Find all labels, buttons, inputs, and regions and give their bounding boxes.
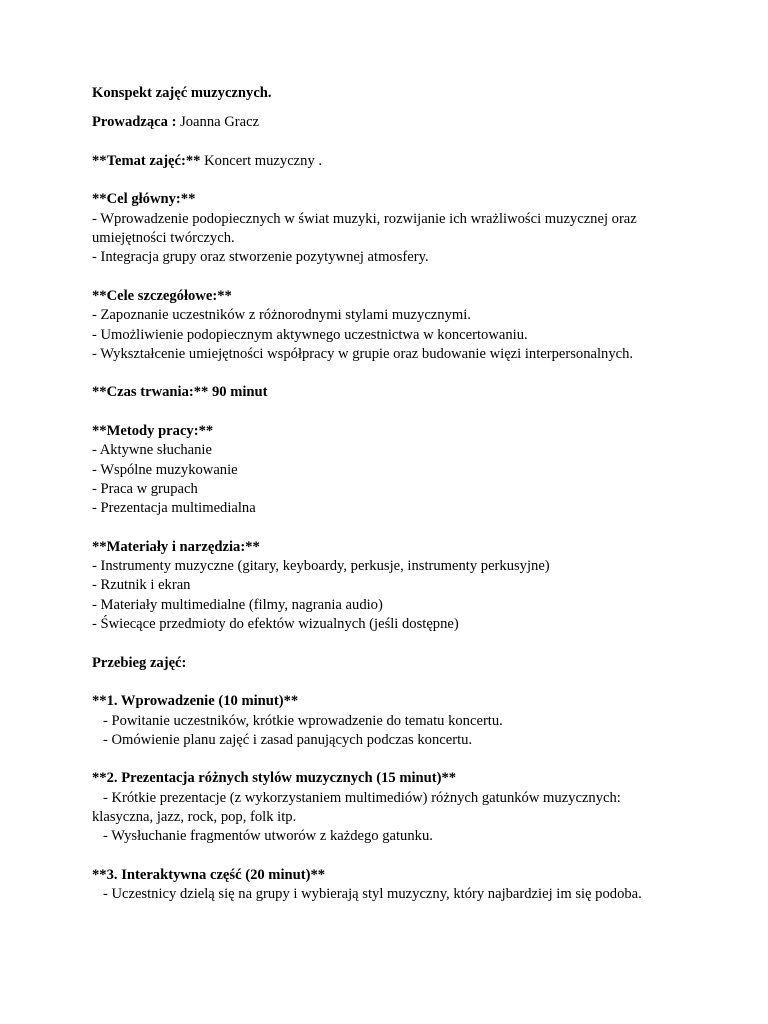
detailed-goal-item: - Umożliwienie podopiecznym aktywnego uczestnictwa w koncertowaniu. <box>92 326 528 343</box>
document-page <box>92 84 682 904</box>
main-goal-item: - Integracja grupy oraz stworzenie pozytywnej atmosfery. <box>92 249 429 266</box>
document-title: Konspekt zajęć muzycznych. <box>92 85 272 101</box>
step-item: - Wysłuchanie fragmentów utworów z każdego gatunku. <box>92 828 433 845</box>
detailed-goals-heading: **Cele szczegółowe:** <box>92 287 232 304</box>
leader-value: Joanna Gracz <box>176 114 260 131</box>
materials-heading: **Materiały i narzędzia:** <box>92 538 260 555</box>
detailed-goal-item: - Wykształcenie umiejętności współpracy w grupie oraz budowanie więzi interpersonalnych. <box>92 345 634 362</box>
topic-label: **Temat zajęć:** <box>92 152 201 169</box>
step-heading: **2. Prezentacja różnych stylów muzycznych (15 minut)** <box>92 770 457 787</box>
material-item: - Rzutnik i ekran <box>92 577 191 594</box>
step-heading: **3. Interaktywna część (20 minut)** <box>92 866 326 883</box>
method-item: - Praca w grupach <box>92 480 198 497</box>
leader-line <box>92 113 682 132</box>
material-item: - Świecące przedmioty do efektów wizualnych (jeśli dostępne) <box>92 616 459 633</box>
main-goal-heading: **Cel główny:** <box>92 191 196 208</box>
method-item: - Prezentacja multimedialna <box>92 500 256 517</box>
main-goal-item: - Wprowadzenie podopiecznych w świat muzyki, rozwijanie ich wrażliwości muzycznej oraz umiejętności twórczych. <box>92 210 637 247</box>
detailed-goal-item: - Zapoznanie uczestników z różnorodnymi stylami muzycznymi. <box>92 307 471 324</box>
step-item: - Powitanie uczestników, krótkie wprowadzenie do tematu koncertu. <box>92 712 503 729</box>
step-item: - Krótkie prezentacje (z wykorzystaniem multimediów) różnych gatunków muzycznych: klasyczna, jazz, rock, pop, folk itp. <box>92 789 625 825</box>
material-item: - Instrumenty muzyczne (gitary, keyboardy, perkusje, instrumenty perkusyjne) <box>92 558 550 575</box>
method-item: - Aktywne słuchanie <box>92 442 212 459</box>
step-item: - Uczestnicy dzielą się na grupy i wybierają styl muzyczny, który najbardziej im się podoba. <box>92 886 642 903</box>
step-heading: **1. Wprowadzenie (10 minut)** <box>92 693 299 710</box>
course-heading: Przebieg zajęć: <box>92 654 187 671</box>
method-item: - Wspólne muzykowanie <box>92 461 238 478</box>
step-item: - Omówienie planu zajęć i zasad panujących podczas koncertu. <box>92 731 473 748</box>
leader-label: Prowadząca : <box>92 114 177 131</box>
duration-line: **Czas trwania:** 90 minut <box>92 384 268 401</box>
topic-value: Koncert muzyczny . <box>200 152 323 169</box>
material-item: - Materiały multimedialne (filmy, nagrania audio) <box>92 596 383 613</box>
topic-line <box>92 152 682 171</box>
methods-heading: **Metody pracy:** <box>92 423 214 440</box>
